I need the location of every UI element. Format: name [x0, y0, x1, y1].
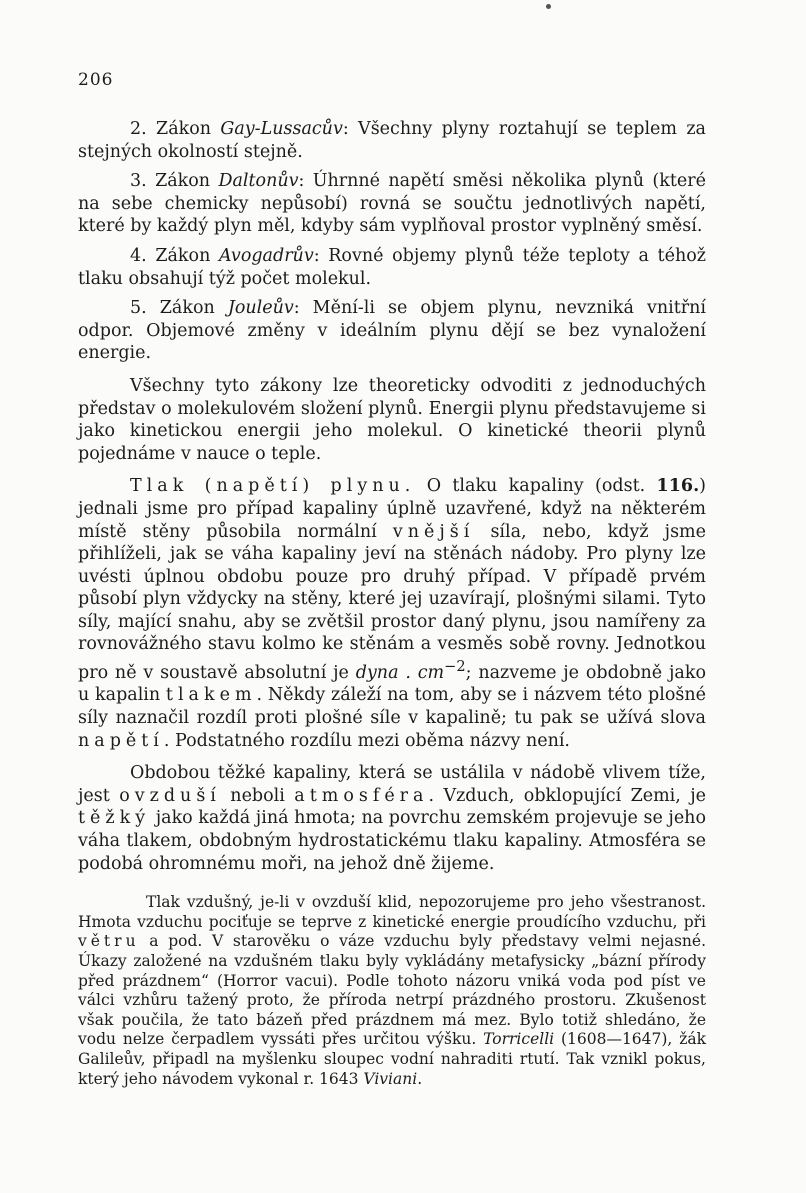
law-dalton: 3. Zákon Daltonův: Úhrnné napětí směsi několika plynů (které na sebe chemicky nepůsobí) rovná se součtu jednotlivých napětí, které by každý plyn měl, kdyby sám vyplňoval prostor vyplněný směsí.: [78, 171, 706, 237]
law-avogadro: 4. Zákon Avogadrův: Rovné objemy plynů téže teploty a téhož tlaku obsahují týž počet molekul.: [78, 245, 706, 289]
document-page: [78, 70, 706, 1089]
section-heading: Tlak (napětí) plynu.: [130, 476, 416, 497]
person-name: Daltonův: [218, 171, 299, 192]
footnote: Tlak vzdušný, je-li v ovzduší klid, nepozorujeme pro jeho všestranost. Hmota vzduchu pociťuje se teprve z kinetické energie proudícího vzduchu, při větru a pod. V starověku o váze vzduchu byly představy velmi nejasné. Úkazy založené na vzdušném tlaku byly vykládány metafysicky „bázní přírody před prázdnem“ (Horror vacui). Podle tohoto názoru vniká voda pod píst ve válci vzhůru tažený proto, že příroda netrpí prázdného prostoru. Zkušenost však poučila, že tato bázeň před prázdnem má mez. Bylo totiž shledáno, že vodu nelze čerpadlem vyssáti přes určitou výšku. Torricelli (1608—1647), žák Galileův, připadl na myšlenku sloupec vodní nahraditi rtutí. Tak vznikl pokus, který jeho návodem vykonal r. 1643 Viviani.: [78, 893, 706, 1088]
person-name: Avogadrův: [219, 245, 314, 266]
atmosphere-paragraph: Obdobou těžké kapaliny, která se ustálila v nádobě vlivem tíže, jest ovzduší neboli atmosféra. Vzduch, obklopující Zemi, je těžký jako každá jiná hmota; na povrchu zemském projevuje se jeho váha tlakem, obdobným hydrostatickému tlaku kapaliny. Atmosféra se podobá ohromnému moři, na jehož dně žijeme.: [78, 763, 707, 874]
person-name: Torricelli: [483, 1030, 555, 1049]
speck-mark: [546, 4, 551, 9]
section-reference: 116.: [656, 476, 700, 497]
page-number: 206: [78, 70, 114, 90]
summary-paragraph: Všechny tyto zákony lze theoreticky odvoditi z jednoduchých představ o molekulovém složení plynů. Energii plynu představujeme si jako kinetickou energii jeho molekul. O kinetické theorii plynů pojednáme v nauce o teple.: [78, 375, 706, 464]
law-joule: 5. Zákon Jouleův: Mění-li se objem plynu, nevzniká vnitřní odpor. Objemové změny v ideálním plynu dějí se bez vynaložení energie.: [78, 298, 706, 364]
unit: dyna . cm: [355, 662, 445, 683]
pressure-paragraph: Tlak (napětí) plynu. O tlaku kapaliny (odst. 116.) jednali jsme pro případ kapaliny úplně uzavřené, když na některém místě stěny působila normální vnější síla, nebo, když jsme přihlíželi, jak se váha kapaliny jeví na stěnách nádoby. Pro plyny lze uvésti úplnou obdobu pouze pro druhý případ. V případě prvém působí plyn vždycky na stěny, které jej uzavírají, plošnými silami. Tyto síly, mající snahu, aby se zvětšil prostor daný plynu, jsou namířeny za rovnovážného stavu kolmo ke stěnám a vesměs sobě rovny. Jednotkou pro ně v soustavě absolutní je dyna . $cm^{-2}$; nazveme je obdobně jako u kapalin tlakem. Někdy záleží na tom, aby se i názvem této plošné síly naznačil rozdíl proti plošné síle v kapalině; tu pak se užívá slova napětí. Podstatného rozdílu mezi oběma názvy není.: [78, 476, 707, 751]
main-text: [78, 118, 706, 875]
law-gay-lussac: 2. Zákon Gay-Lussacův: Všechny plyny roztahují se teplem za stejných okolností stejně.: [78, 119, 706, 162]
person-name: Gay-Lussacův: [220, 119, 343, 139]
person-name: Viviani: [363, 1069, 418, 1088]
person-name: Jouleův: [227, 298, 294, 319]
